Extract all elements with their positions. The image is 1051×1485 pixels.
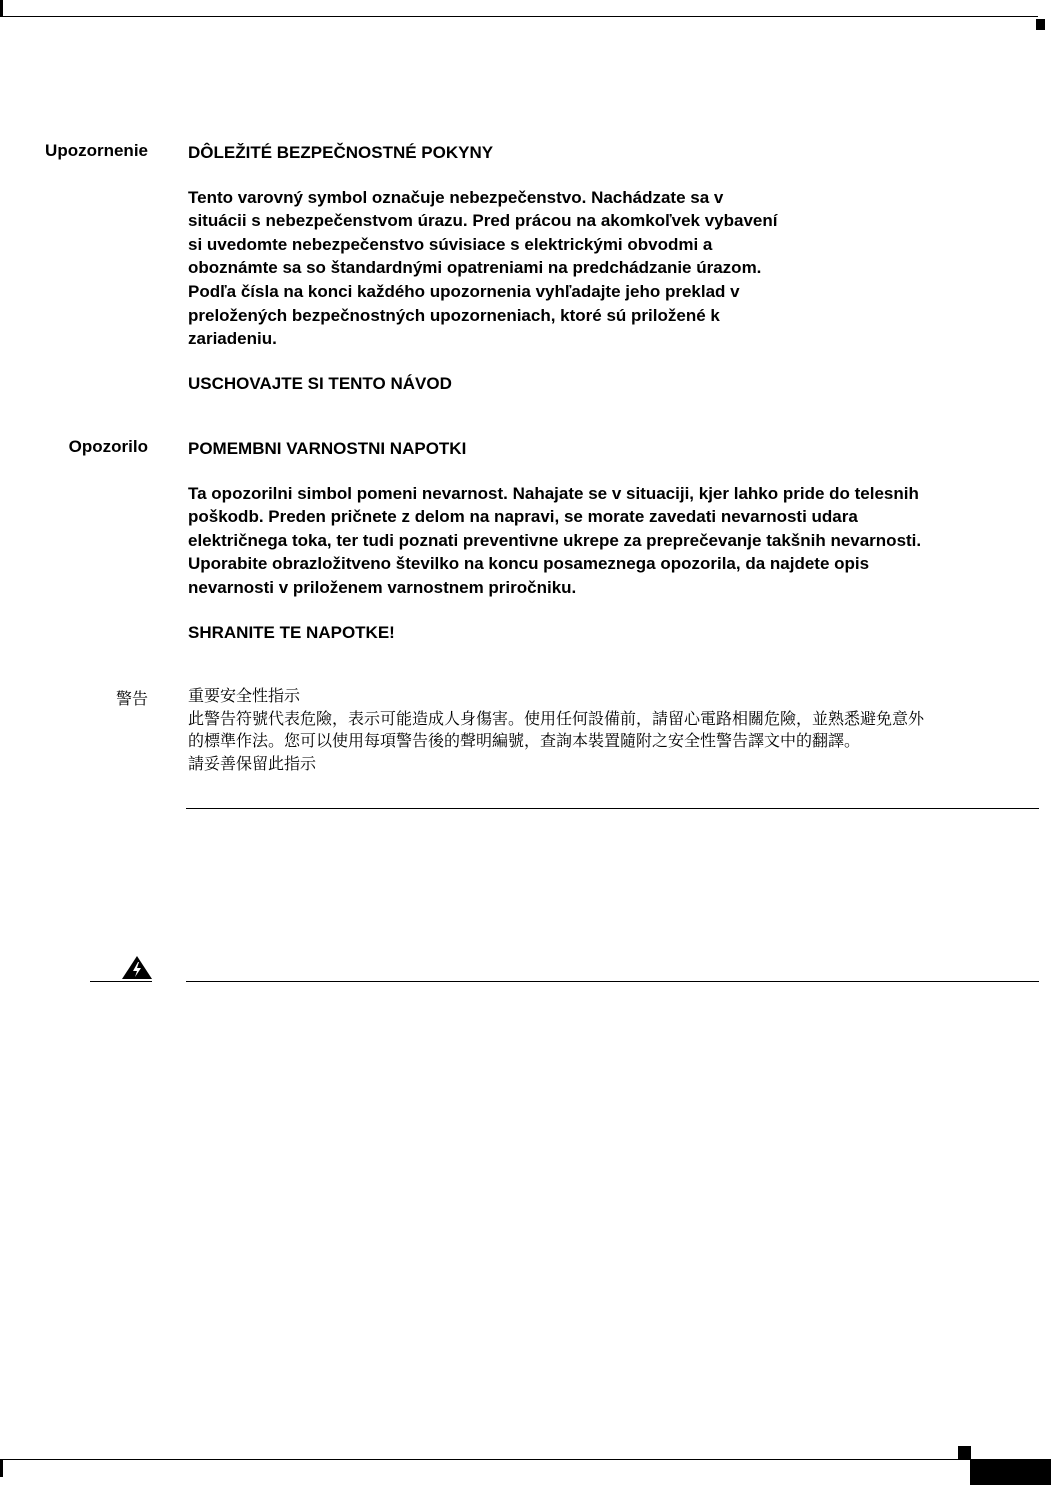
body-line: Ta opozorilni simbol pomeni nevarnost. Nahajate se v situaciji, kjer lahko pride do telesnih [188,483,919,503]
body-line: poškodb. Preden pričnete z delom na napravi, se morate zavedati nevarnosti udara [188,507,858,527]
warning-triangle-icon [120,954,154,980]
keep-instructions-chinese: 請妥善保留此指示 [188,755,317,773]
warning-block-slovak [188,141,778,395]
section-divider [186,808,1039,809]
warning-label-slovenian: Opozorilo [68,437,148,456]
crop-mark-bottom-right [958,1446,971,1459]
body-line: 此警告符號代表危險，表示可能造成人身傷害。使用任何設備前，請留心電路相關危險，並熟悉避免意外 [188,710,925,728]
header-rule [0,16,1038,17]
warning-label-slovak: Upozornenie [45,141,148,160]
warning-body-slovenian [188,482,921,600]
body-line: 的標準作法。您可以使用每項警告後的聲明編號，查詢本裝置隨附之安全性警告譯文中的翻譯。 [188,733,861,750]
body-line: situácii s nebezpečenstvom úrazu. Pred prácou na akomkoľvek vybavení [188,211,778,231]
crop-mark-top-left [0,0,3,17]
warning-block-slovenian [188,437,921,644]
warning-title-slovenian: POMEMBNI VARNOSTNI NAPOTKI [188,439,467,458]
body-line: zariadeniu. [188,329,277,349]
footer-rule [0,1459,1051,1460]
body-line: Uporabite obrazložitveno številko na koncu posameznega opozorila, da najdete opis [188,554,870,574]
crop-mark-top-right [1036,19,1045,30]
body-line: nevarnosti v priloženem varnostnem priročniku. [188,577,577,597]
icon-underline [90,981,152,982]
body-line: Podľa čísla na konci každého upozornenia vyhľadajte jeho preklad v [188,281,740,301]
warning-title-slovak: DÔLEŽITÉ BEZPEČNOSTNÉ POKYNY [188,143,494,162]
keep-instructions-slovenian: SHRANITE TE NAPOTKE! [188,622,395,642]
warning-title-chinese: 重要安全性指示 [188,688,301,705]
body-line: oboznámte sa so štandardnými opatreniami na predchádzanie úrazom. [188,258,762,278]
keep-instructions-slovak: USCHOVAJTE SI TENTO NÁVOD [188,373,452,393]
crop-mark-bottom-left [0,1460,3,1477]
warning-label-chinese: 警告 [115,691,148,708]
body-line: Tento varovný symbol označuje nebezpečenstvo. Nachádzate sa v [188,187,724,207]
body-line: si uvedomte nebezpečenstvo súvisiace s elektrickými obvodmi a [188,234,713,254]
page-tab [970,1460,1051,1485]
warning-rule [186,981,1039,982]
body-line: električnega toka, ter tudi poznati preventivne ukrepe za preprečevanje takšnih nevarnosti. [188,530,922,550]
warning-block-chinese [188,686,924,776]
body-line: preložených bezpečnostných upozorneniach, ktoré sú priložené k [188,305,720,325]
warning-body-slovak [188,186,778,351]
